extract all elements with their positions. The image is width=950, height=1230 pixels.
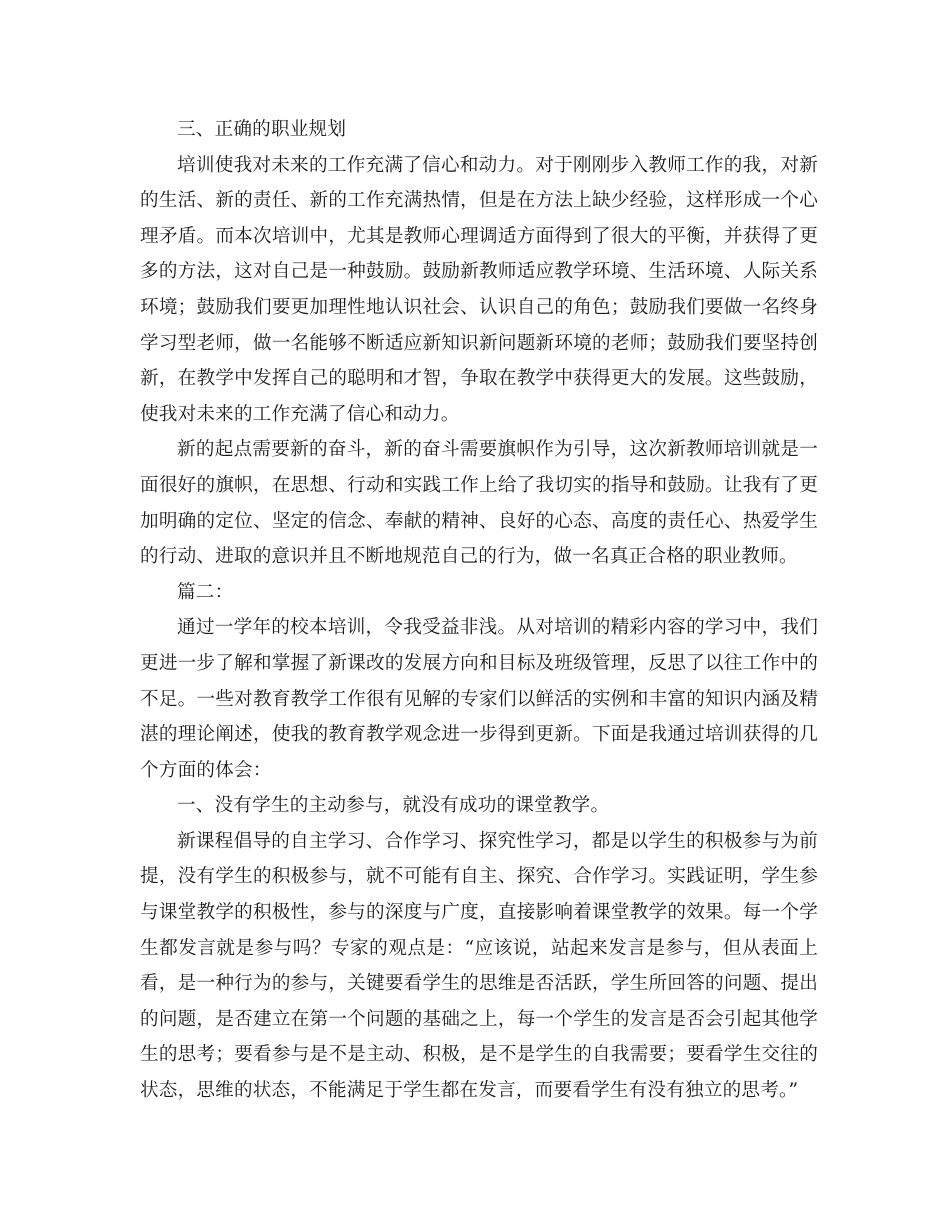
paragraph: 新课程倡导的自主学习、合作学习、探究性学习，都是以学生的积极参与为前提，没有学生的积极参与，就不可能有自主、探究、合作学习。实践证明，学生参与课堂教学的积极性，参与的深度与广度，直接影响着课堂教学的效果。每一个学生都发言就是参与吗？专家的观点是：“应该说，站起来发言是参与，但从表面上看，是一种行为的参与，关键要看学生的思维是否活跃，学生所回答的问题、提出的问题，是否建立在第一个问题的基础之上，每一个学生的发言是否会引起其他学生的思考；要看参与是不是主动、积极，是不是学生的自我需要；要看学生交往的状态，思维的状态，不能满足于学生都在发言，而要看学生有没有独立的思考。” <box>140 830 818 1102</box>
paragraph: 新的起点需要新的奋斗，新的奋斗需要旗帜作为引导，这次新教师培训就是一面很好的旗帜，在思想、行动和实践工作上给了我切实的指导和鼓励。让我有了更加明确的定位、坚定的信念、奉献的精神、良好的心态、高度的责任心、热爱学生的行动、进取的意识并且不断地规范自己的行为，做一名真正合格的职业教师。 <box>140 439 818 568</box>
heading-student-participation: 一、没有学生的主动参与，就没有成功的课堂教学。 <box>177 795 610 817</box>
heading-career-planning: 三、正确的职业规划 <box>177 119 347 140</box>
document-body <box>140 112 818 1109</box>
paragraph: 通过一学年的校本培训，令我受益非浅。从对培训的精彩内容的学习中，我们更进一步了解和掌握了新课改的发展方向和目标及班级管理，反思了以往工作中的不足。一些对教育教学工作很有见解的专家们以鲜活的实例和丰富的知识内涵及精湛的理论阐述，使我的教育教学观念进一步得到更新。下面是我通过培训获得的几个方面的体会： <box>140 617 818 781</box>
section-title: 篇二： <box>177 581 234 603</box>
paragraph: 培训使我对未来的工作充满了信心和动力。对于刚刚步入教师工作的我，对新的生活、新的责任、新的工作充满热情，但是在方法上缺少经验，这样形成一个心理矛盾。而本次培训中，尤其是教师心理调适方面得到了很大的平衡，并获得了更多的方法，这对自己是一种鼓励。鼓励新教师适应教学环境、生活环境、人际关系环境；鼓励我们要更加理性地认识社会、认识自己的角色；鼓励我们要做一名终身学习型老师，做一名能够不断适应新知识新问题新环境的老师；鼓励我们要坚持创新，在教学中发挥自己的聪明和才智，争取在教学中获得更大的发展。这些鼓励，使我对未来的工作充满了信心和动力。 <box>140 154 818 425</box>
